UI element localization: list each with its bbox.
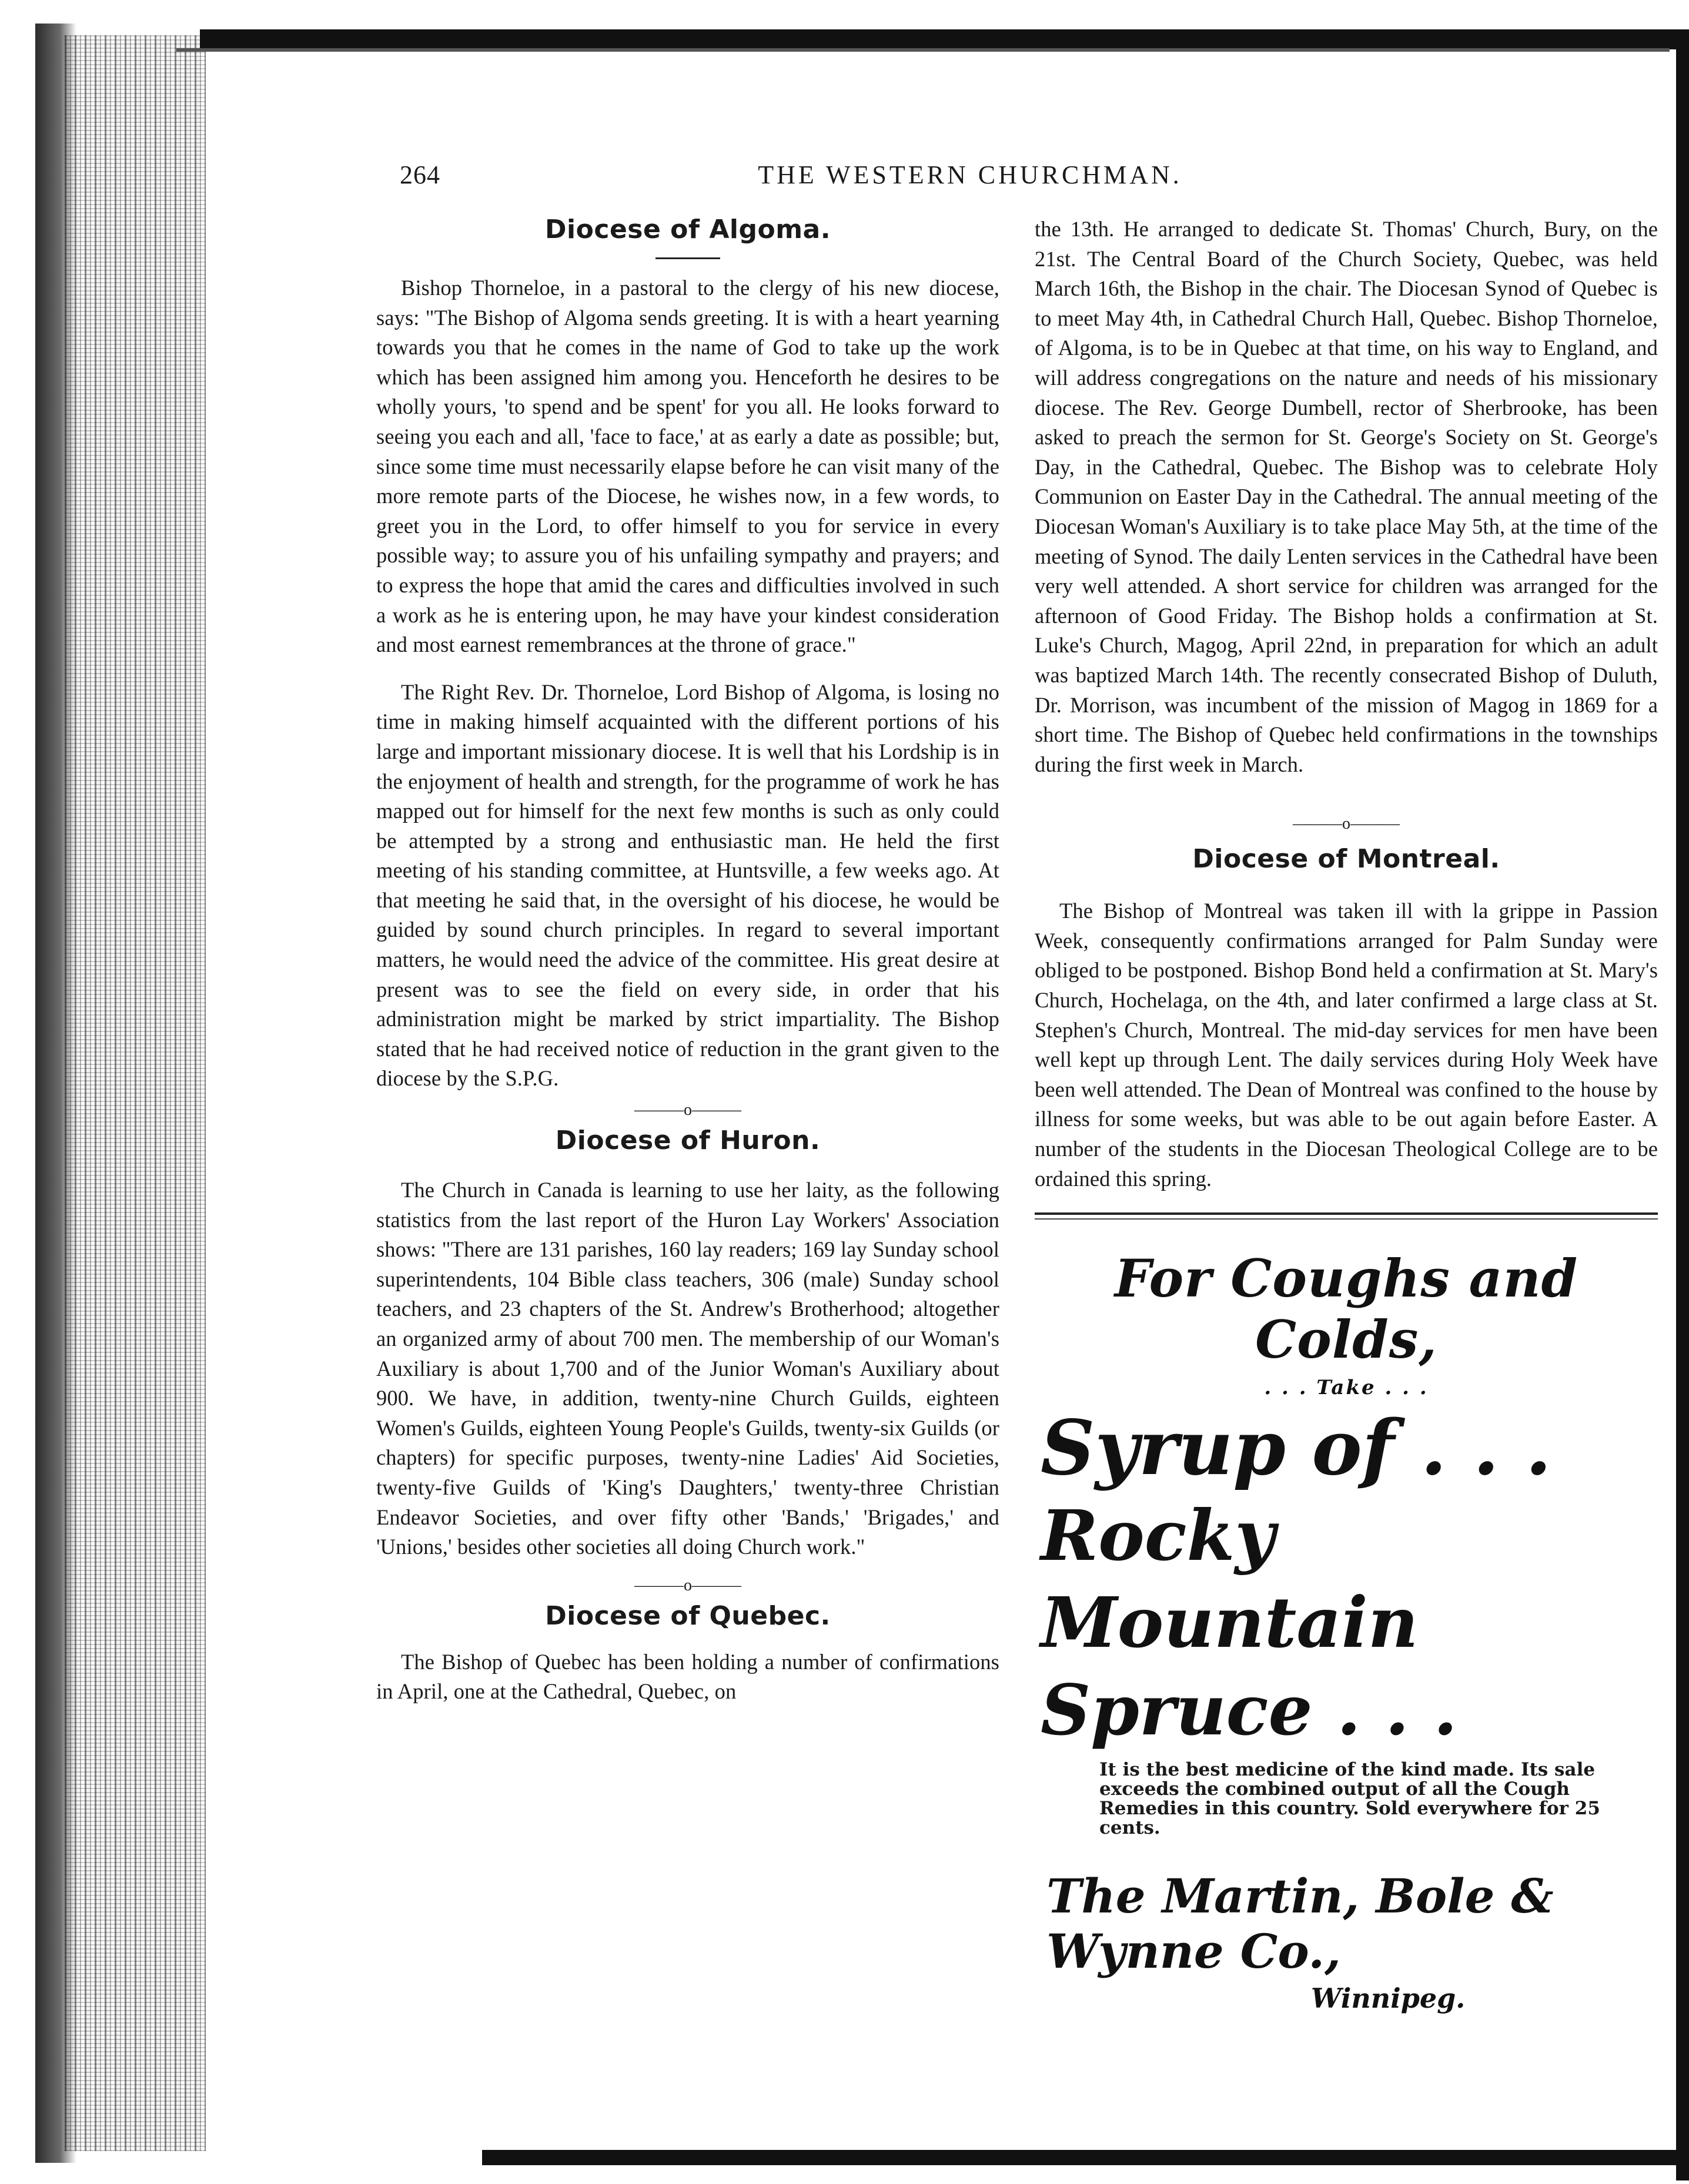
montreal-paragraph-1: The Bishop of Montreal was taken ill with la grippe in Passion Week, consequently confirmations arranged for Palm Sunday were obliged to be postponed. Bishop Bond held a confirmation at St. Mary's Church, Hochelaga, on the 4th, and later confirmed a large class at St. Stephen's Church, Montreal. The mid-day services for men have been well kept up through Lent. The daily services during Holy Week have been well attended. The Dean of Montreal was confined to the house by illness for some weeks, but was able to be out again before Easter. A number of the students in the Diocesan Theological College are to be ordained this spring. (1035, 899, 1658, 1191)
algoma-paragraph-1: Bishop Thorneloe, in a pastoral to the clergy of his new diocese, says: "The Bishop of Algoma sends greeting. It is with a heart yearning towards you that he comes in the name of God to take up the work which has been assigned him among you. Henceforth he desires to be wholly yours, 'to spend and be spent' for you all. He looks forward to seeing you each and all, 'face to face,' at as early a date as possible; but, since some time must necessarily elapse before he can visit many of the more remote parts of the Diocese, he wishes now, in a few words, to greet you in the Lord, to offer himself to you for service in every possible way; to assure you of his unfailing sympathy and prayers; and to express the hope that amid the cares and difficulties involved in such a work as he is entering upon, he may have your kindest consideration and most earnest remembrances at the throne of grace." (376, 276, 999, 657)
ad-company-name: The Martin, Bole & Wynne Co., (1046, 1868, 1554, 1979)
section-quebec (376, 1576, 999, 1707)
algoma-paragraph-2: The Right Rev. Dr. Thorneloe, Lord Bishop of Algoma, is losing no time in making himself acquainted with the different portions of his large and important missionary diocese. It is well that his Lordship is in the enjoyment of health and strength, for the programme of work he has mapped out for himself for the next few months is such as only could be attempted by a strong and enthusiastic man. He held the first meeting of his standing committee, at Huntsville, a few weeks ago. At that meeting he said that, in the oversight of his diocese, he would be guided by sound church principles. In regard to several important matters, he would need the advice of the committee. His great desire at present was to see the field on every side, in order that his administration might be marked by strict impartiality. The Bishop stated that he had received notice of reduction in the grant given to the diocese by the S.P.G. (376, 679, 999, 1091)
quebec-heading: Diocese of Quebec. (545, 1600, 831, 1631)
section-huron (376, 1101, 999, 1562)
section-quebec-continued (1035, 215, 1658, 779)
section-montreal (1035, 815, 1658, 1194)
huron-paragraph-1: The Church in Canada is learning to use her laity, as the following statistics from the last report of the Huron Lay Workers' Association shows: "There are 131 parishes, 160 lay readers; 169 lay Sunday school superintendents, 104 Bible class teachers, 306 (male) Sunday school teachers, and 23 chapters of the St. Andrew's Brotherhood; altogether an organized army of about 700 men. The membership of our Woman's Auxiliary is about 1,700 and of the Junior Woman's Auxiliary about 900. We have, in addition, twenty-nine Church Guilds, eighteen Women's Guilds, eighteen Young People's Guilds, twenty-six Guilds (or chapters) for specific purposes, twenty-nine Ladies' Aid Societies, twenty-five Guilds of 'King's Daughters,' twenty-three Christian Endeavor Societies, and over fifty other 'Bands,' 'Brigades,' and 'Unions,' besides other societies all doing Church work." (376, 1178, 999, 1559)
section-divider: ———o——— (634, 1576, 741, 1595)
top-scan-border (200, 29, 1689, 49)
top-scan-border-thin (176, 48, 1670, 52)
huron-heading: Diocese of Huron. (555, 1126, 821, 1156)
right-column (1035, 215, 1658, 2014)
bottom-scan-border (482, 2150, 1689, 2165)
ad-product-line-2: Rocky Mountain (1041, 1495, 1419, 1664)
ad-headline: For Coughs and Colds, (1114, 1248, 1578, 1371)
binding-edge-texture (65, 35, 206, 2151)
ad-product-line-3: Spruce . . . (1041, 1669, 1458, 1751)
ad-product-line-1: Syrup of . . . (1041, 1404, 1552, 1493)
heading-rule (655, 257, 720, 259)
quebec-paragraph-1-continued: the 13th. He arranged to dedicate St. Thomas' Church, Bury, on the 21st. The Central Board of the Church Society, Quebec, was held March 16th, the Bishop in the chair. The Diocesan Synod of Quebec is to meet May 4th, in Cathedral Church Hall, Quebec. Bishop Thorneloe, of Algoma, is to be in Quebec at that time, on his way to England, and will address congregations on the nature and needs of his missionary diocese. The Rev. George Dumbell, rector of Sherbrooke, has been asked to preach the sermon for St. George's Society on St. George's Day, in the Cathedral, Quebec. The Bishop was to celebrate Holy Communion on Easter Day in the Cathedral. The annual meeting of the Diocesan Woman's Auxiliary is to take place May 5th, at the time of the meeting of Synod. The daily Lenten services in the Cathedral have been very well attended. A short service for children was arranged for the afternoon of Good Friday. The Bishop holds a confirmation at St. Luke's Church, Magog, April 22nd, in preparation for which an adult was baptized March 14th. The recently consecrated Bishop of Duluth, Dr. Morrison, was incumbent of the mission of Magog in 1869 for a short time. The Bishop of Quebec held confirmations in the townships during the first week in March. (1035, 217, 1658, 776)
section-algoma (376, 215, 999, 1094)
page-number: 264 (400, 160, 440, 189)
left-column (376, 215, 999, 1707)
section-divider: ———o——— (1293, 815, 1400, 833)
section-divider: ———o——— (634, 1101, 741, 1120)
advertisement (1035, 1248, 1658, 2014)
quebec-paragraph-1-start: The Bishop of Quebec has been holding a number of confirmations in April, one at the Cathedral, Quebec, on (376, 1649, 999, 1704)
algoma-heading: Diocese of Algoma. (545, 215, 831, 244)
advertisement-top-rule (1035, 1212, 1658, 1215)
running-head: THE WESTERN CHURCHMAN. (758, 160, 1182, 189)
advertisement-top-rule-thin (1035, 1218, 1658, 1220)
montreal-heading: Diocese of Montreal. (1192, 844, 1500, 875)
page-header (370, 160, 1570, 195)
ad-body-text: It is the best medicine of the kind made. Its sale exceeds the combined output of all the Cough Remedies in this country. Sold everywhere for 25 cents. (1099, 1759, 1600, 1839)
ad-take: . . . Take . . . (1264, 1376, 1429, 1400)
ad-company-city: Winnipeg. (1311, 1982, 1466, 2015)
right-scan-border (1676, 29, 1689, 2180)
